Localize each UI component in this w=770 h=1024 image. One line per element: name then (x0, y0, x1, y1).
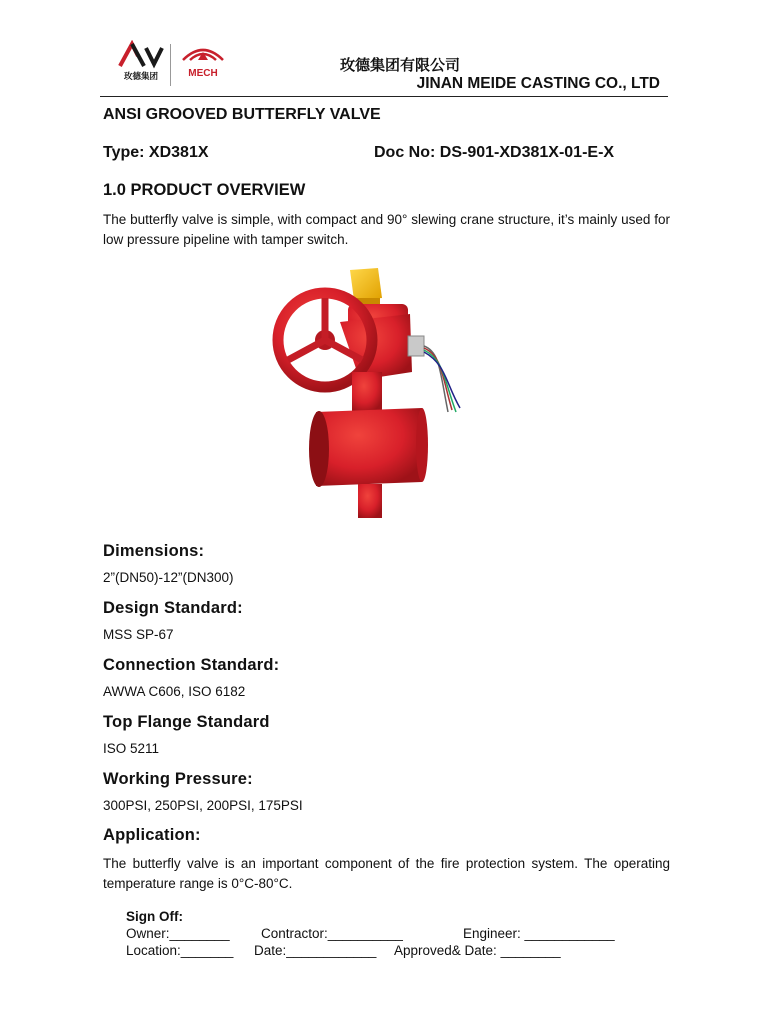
spec-value: AWWA C606, ISO 6182 (103, 684, 246, 699)
spec-label: Application: (103, 826, 201, 844)
mech-logo-text: MECH (188, 68, 218, 79)
spec-dimensions (103, 542, 234, 585)
logo-divider (170, 44, 171, 86)
owner-field[interactable]: Owner:________ (126, 926, 230, 941)
spec-application (103, 826, 670, 894)
document-title: ANSI GROOVED BUTTERFLY VALVE (103, 106, 381, 123)
spec-connection-standard (103, 656, 279, 699)
spec-label: Top Flange Standard (103, 713, 270, 731)
engineer-field[interactable]: Engineer: ____________ (463, 926, 615, 941)
contractor-field[interactable]: Contractor:__________ (261, 926, 403, 941)
butterfly-valve-image (270, 262, 480, 524)
spec-working-pressure (103, 770, 303, 813)
meide-logo-icon (110, 40, 170, 72)
overview-paragraph: The butterfly valve is simple, with compact and 90° slewing crane structure, it’s mainly used for low pressure pipeline with tamper switch. (103, 212, 670, 247)
signoff-row-1 (126, 925, 646, 942)
signoff-row-2 (126, 942, 646, 959)
meide-logo-text: 玫德集团 (123, 71, 158, 81)
spec-value: 300PSI, 250PSI, 200PSI, 175PSI (103, 798, 303, 813)
location-field[interactable]: Location:_______ (126, 943, 234, 958)
spec-value: ISO 5211 (103, 741, 160, 756)
document-number: Doc No: DS-901-XD381X-01-E-X (374, 144, 615, 161)
spec-value: 2”(DN50)-12”(DN300) (103, 570, 234, 585)
date-field[interactable]: Date:____________ (254, 943, 377, 958)
section-heading: 1.0 PRODUCT OVERVIEW (103, 181, 306, 199)
signoff-block (126, 908, 646, 959)
company-name-chinese: 玫德集团有限公司 (339, 56, 460, 74)
signoff-title: Sign Off: (126, 909, 183, 924)
mech-logo-icon (178, 42, 228, 68)
spec-design-standard (103, 599, 243, 642)
spec-value: MSS SP-67 (103, 627, 174, 642)
spec-label: Dimensions: (103, 542, 205, 560)
header-divider (100, 96, 668, 97)
spec-label: Design Standard: (103, 599, 243, 617)
approved-date-field[interactable]: Approved& Date: ________ (394, 943, 561, 958)
spec-top-flange-standard (103, 713, 270, 756)
product-type: Type: XD381X (103, 144, 209, 161)
spec-value: The butterfly valve is an important component of the fire protection system. The operating temperature range is 0°C-80°C. (103, 856, 670, 891)
spec-label: Working Pressure: (103, 770, 253, 788)
spec-label: Connection Standard: (103, 656, 280, 674)
company-logos (106, 40, 230, 90)
document-header (100, 40, 670, 98)
company-name-english: JINAN MEIDE CASTING CO., LTD (416, 75, 660, 92)
valve-illustration-icon (270, 262, 480, 524)
